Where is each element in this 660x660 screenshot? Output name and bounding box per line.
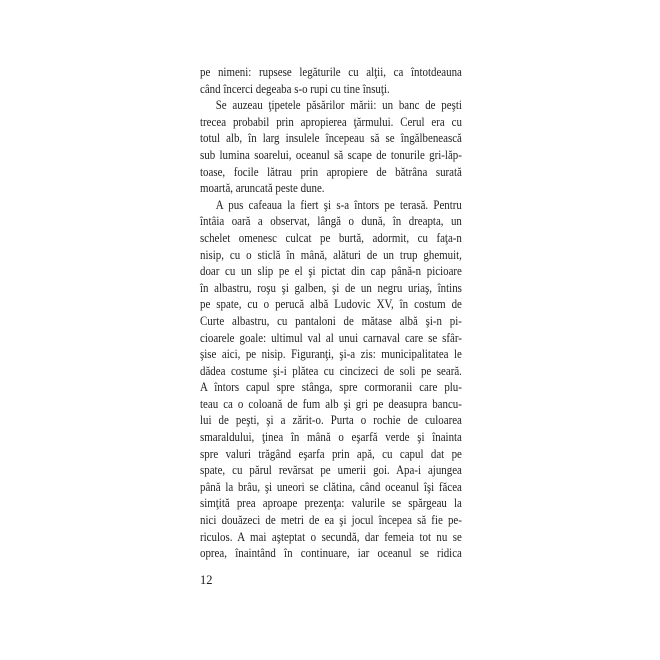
text-line: moartă, aruncată peste dune. (200, 181, 325, 196)
text-line: până la brâu, şi uneori se clătina, când oceanul îşi făcea (200, 479, 462, 494)
text-line: Curte albastru, cu pantaloni de mătase albă şi-n pi- (200, 313, 462, 328)
text-line: totul alb, în larg insulele începeau să se îngălbenească (200, 131, 462, 146)
text-line: când încerci degeaba s-o rupi cu tine însuţi. (200, 81, 390, 96)
body-text (200, 64, 462, 562)
text-line: spre valuri trăgând eşarfa prin apă, cu capul dat pe (200, 446, 462, 461)
text-line: teau ca o coloană de fum alb şi gri pe deasupra bancu- (200, 396, 462, 411)
paragraph (200, 97, 462, 197)
text-line: smaraldului, ţinea în mână o eşarfă verde şi înainta (200, 430, 462, 445)
text-line: dădea costume şi-i plătea cu cincizeci de soli pe seară. (200, 363, 462, 378)
text-line: simţită prea aproape prezenţa: valurile se spărgeau la (200, 496, 462, 511)
text-line: Se auzeau ţipetele păsărilor mării: un banc de peşti (215, 98, 462, 113)
paragraph (200, 197, 462, 562)
text-line: nisip, cu o sticlă în mână, alături de un trup ghemuit, (200, 247, 462, 262)
paragraph (200, 64, 462, 97)
text-line: pe spate, cu o perucă albă Ludovic XV, în costum de (200, 297, 462, 312)
text-line: lui de peşti, şi a zărit-o. Purta o rochie de culoarea (200, 413, 462, 428)
text-line: schelet omenesc culcat pe burtă, adormit, cu faţa-n (200, 230, 462, 245)
text-line: A pus cafeaua la fiert şi s-a întors pe terasă. Pentru (215, 197, 462, 212)
text-line: întâia oară a observat, lângă o dună, în dreapta, un (200, 214, 462, 229)
text-line: trecea probabil prin apropierea ţărmului. Cerul era cu (200, 114, 462, 129)
text-line: riculos. A mai aşteptat o secundă, dar femeia tot nu se (200, 529, 462, 544)
text-line: şise aici, pe nisip. Figuranţi, şi-a zis: municipalitatea le (200, 347, 462, 362)
text-line: oprea, înaintând în continuare, iar oceanul se ridica (200, 546, 462, 561)
text-line: spate, cu părul revărsat pe umerii goi. Apa-i ajungea (200, 463, 462, 478)
text-line: cioarele goale: ultimul val al unui carnaval care se sfâr- (200, 330, 462, 345)
text-line: nici douăzeci de metri de ea şi jocul începea să fie pe- (200, 513, 462, 528)
text-line: toase, focile lătrau prin apropiere de bătrâna surată (200, 164, 462, 179)
text-line: doar cu un slip pe el şi pictat din cap până-n picioare (200, 264, 462, 279)
page-number: 12 (200, 573, 213, 587)
text-line: A întors capul spre stânga, spre cormoranii care plu- (200, 380, 462, 395)
text-line: pe nimeni: rupsese legăturile cu alţii, ca întotdeauna (200, 65, 462, 79)
text-line: în albastru, roşu şi galben, şi de un negru uriaş, întins (200, 280, 462, 295)
text-line: sub lumina soarelui, oceanul să scape de tonurile gri-lăp- (200, 147, 462, 162)
